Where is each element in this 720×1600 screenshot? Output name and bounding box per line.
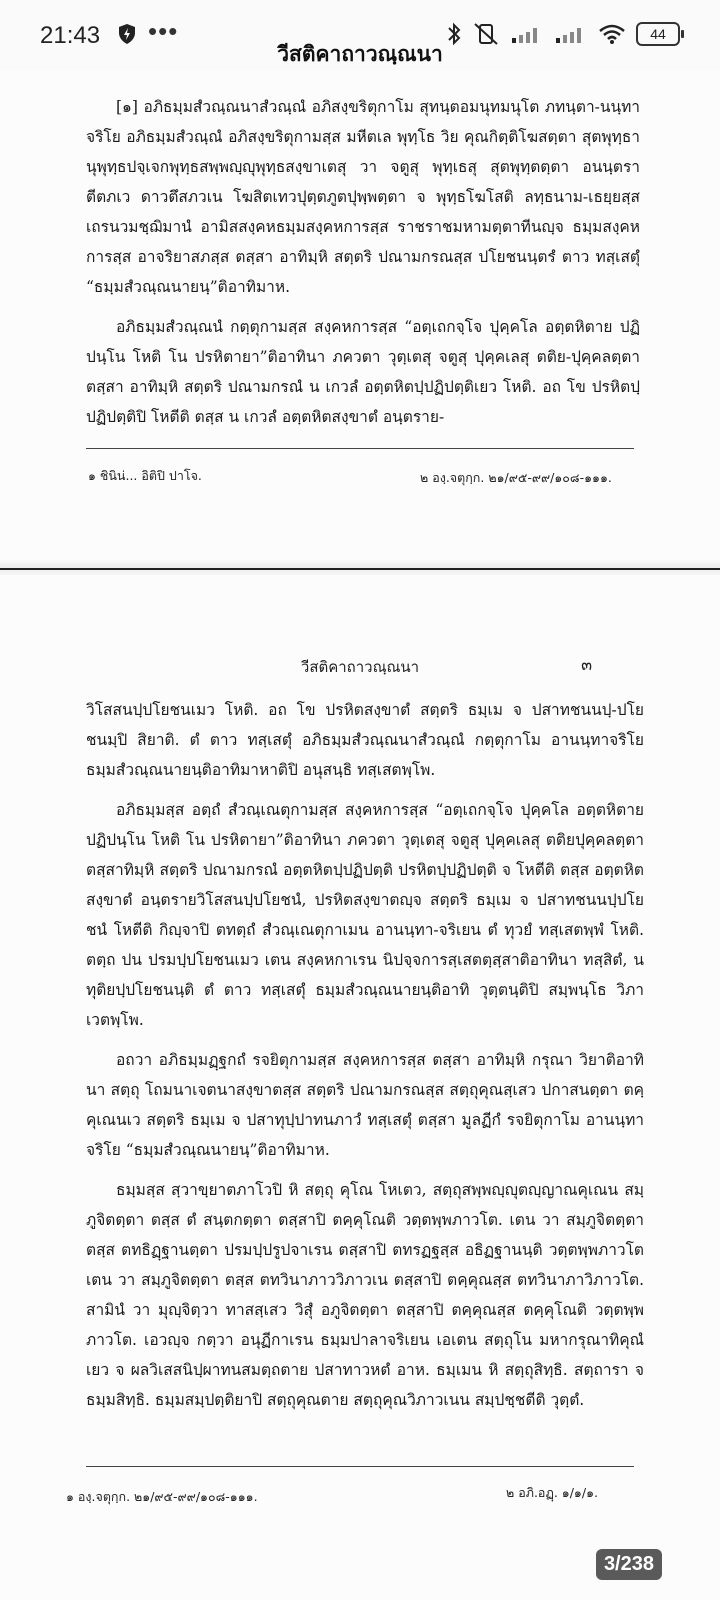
paragraph: อภิธมฺมสฺส อตฺถํ สํวณฺเณตุกามสฺส สงฺคหการสฺส “อตฺเถกจฺโจ ปุคฺคโล อตฺตหิตาย ปฏิปนฺโน โหติ โน ปรหิตายา”ติอาทินา ภควตา วุตฺเตสุ จตูสุ ปุคฺคเลสุ ตติยปุคฺคลตฺตา ตสฺสาทิมฺหิ สตฺตริ ปณามกรณํ อตฺตหิตปฺปฏิปตฺติ ปรหิตปฺปฏิปตฺติ จ โหตีติ ตสฺส อตฺตหิตสงฺขาตํ อนฺตรายวิโสสนปฺปโยชนํ, ปรหิตสงฺขาตญฺจ สตฺตริ ธมฺเม จ ปสาทชนนปฺปโยชนํ โหตีติ กิญฺจาปิ ตทตฺถํ สํวณฺเณตุกาเมน อานนฺทา-จริเยน ตํ ทุวยํ ทสฺเสตพฺพํ โหติ. ตตฺถ ปน ปรมปฺปโยชนเมว เตน สงฺคหกาเรน นิปจฺจการสฺเสตตฺสฺสาติอาทินา ทสฺสิตํ, น ทุติยปฺปโยชนนฺติ ตํ ตาว ทสฺเสตุํ ธมฺมสํวณฺณนายนฺติอาทิ วุตฺตนฺติปิ สมฺพนฺโธ วิภาเวตพฺโพ. [86, 801, 644, 1029]
paragraph: [๑] อภิธมฺมสํวณฺณนาสํวณฺณํ อภิสงฺขริตุกาโม สุทนฺตอมนุทมนุโต ภทนฺตา-นนฺทาจริโย อภิธมฺมสํวณฺณํ อภิสงฺขริตุกามสฺส มหีตเล พุทฺโธ วิย คุณกิตฺติโฆสตฺตา สุตพุทฺธานุพุทฺธปจฺเจกพุทฺธสพฺพญฺญุพุทฺธสงฺขาเตสุ วา จตูสุ พุทฺเธสุ สุตพุทฺตตฺตา อนนฺตราตีตภเว ดาวตึสภวเน โฆสิตเทวปุตฺตภูตปุพฺพตฺตา จ พุทฺธโฆโสติ ลทฺธนาม-เธยฺยสฺส เถรนวมชฺฌิมานํ อามิสสงฺคหธมฺมสงฺคหการสฺส ราชราชมหามตฺตาทีนญฺจ ธมฺมสงฺคหการสฺส อาจริยาสภสฺส ตสฺสา อาทิมฺหิ สตฺตริ ปณามกรณสฺส ปโยชนนฺตรํ ตาว ทสฺเสตุํ “ธมฺมสํวณฺณนายนฺ”ติอาทิมาห. [86, 98, 640, 296]
document-page-2 [0, 575, 720, 1600]
battery-indicator: 44 [636, 22, 680, 46]
more-dots-icon: ••• [148, 16, 179, 46]
footnote-right: ๒ องฺ.จตุกฺก. ๒๑/๙๕-๙๙/๑๐๘-๑๑๑. [420, 470, 612, 485]
footnote-left: ๑ องฺ.จตุกฺก. ๒๑/๙๕-๙๙/๑๐๘-๑๑๑. [66, 1489, 258, 1504]
footnote-right: ๒ อภิ.อฏฺ. ๑/๑/๑. [506, 1485, 598, 1500]
page-edge-line [0, 568, 720, 570]
page-number: ๓ [581, 655, 592, 674]
page2-header: วีสติคาถาวณฺณนา [300, 658, 420, 676]
page-counter-badge: 3/238 [596, 1549, 662, 1580]
page1-body [86, 92, 640, 432]
paragraph: อภิธมฺมสํวณฺณนํ กตฺตุกามสฺส สงฺคหการสฺส “อตฺเถกจฺโจ ปุคฺคโล อตฺตหิตาย ปฏิปนฺโน โหติ โน ปรหิตายา”ติอาทินา ภควตา วุตฺเตสุ จตูสุ ปุคฺคเลสุ ตติย-ปุคฺคลตฺตา ตสฺสา อาทิมฺหิ สตฺตริ ปณามกรณํ น เกวลํ อตฺตหิตปฺปฏิปตฺติเยว โหติ. อถ โข ปรหิตปฺปฏิปตฺติปิ โหตีติ ตสฺส น เกวลํ อตฺตหิตสงฺขาตํ อนฺตราย- [86, 318, 640, 426]
footnote-divider [86, 1466, 634, 1467]
status-time: 21:43 [40, 22, 101, 49]
page2-body [86, 695, 644, 1415]
page1-header: วีสติคาถาวณฺณนา [277, 41, 443, 66]
paragraph: อถวา อภิธมฺมฏฺฐกถํ รจยิตุกามสฺส สงฺคหการสฺส ตสฺสา อาทิมฺหิ กรุณา วิยาติอาทินา สตฺถุ โถมนาเจตนาสงฺขาตสฺส สตฺตริ ปณามกรณสฺส สตฺถุคุณสฺเสว ปกาสนตฺตา ตคฺคุเณนเว สตฺตริ ธมฺเม จ ปสาทุปฺปาทนภาวํ ทสฺเสตุํ ตสฺสา มูลฏีกํ รจยิตุกาโม อานนฺทาจริโย “ธมฺมสํวณฺณนายนฺ”ติอาทิมาห. [86, 1051, 644, 1159]
footnote-divider [86, 448, 634, 449]
footnote-left: ๑ ชินิน่... อิติปิ ปาโจ. [88, 468, 202, 483]
document-page-1 [0, 70, 720, 570]
paragraph: วิโสสนปฺปโยชนเมว โหติ. อถ โข ปรหิตสงฺขาตํ สตฺตริ ธมฺเม จ ปสาทชนนปฺ-ปโยชนมฺปิ สิยาติ. ตํ ตาว ทสฺเสตุํ อภิธมฺมสํวณฺณนาสํวณฺณํ กตฺตุกาโม อานนฺทาจริโย ธมฺมสํวณฺณนายนฺติอาทิมาหาติปิ อนุสนฺธิ ทสฺเสตพฺโพ. [86, 701, 644, 779]
paragraph: ธมฺมสฺส สฺวาขฺยาตภาโวปิ หิ สตฺถุ คุโณ โหเตว, สตฺถุสพฺพญฺญุตญฺญาณคุเณน สมฺภูจิตตฺตา ตสฺส ตํ สนฺตกตฺตา ตสฺสาปิ ตคฺคุโณติ วตฺตพฺพภาวโต. เตน วา สมฺภูจิตตฺตา ตสฺส ตทธิฏฺฐานตฺตา ปรมปฺปรูปจาเรน ตสฺสาปิ ตทรฏฐสฺส อธิฏฐานนฺติ วตฺตพฺพภาวโต เตน วา สมฺภูจิตตฺตา ตสฺส ตทวินาภาววิภาวเน ตสฺสาปิ ตคฺคุณสฺส ตทวินาภาวิภาวโต. สามินํ วา มุญฺจิตฺวา ทาสสฺเสว วิสุํ อภูจิตตฺตา ตสฺสาปิ ตคฺคุณสฺส ตคฺคุโณติ วตฺตพฺพภาวโต. เอวญฺจ กตฺวา อนุฏีกาเรน ธมฺมปาลาจริเยน เอเตน สตฺถุโน มหากรุณาทิคุณํเยว จ ผลวิเสสนิปฺผาทนสมตฺถตาย ปสาทาวหตํ อาห. ธมฺเมน หิ สตฺถุสิทฺธิ. สตฺถารา จ ธมฺมสิทฺธิ. ธมฺมสมฺปตฺติยาปิ สตฺถุคุณตาย สตฺถุคุณวิภาวเนน สมฺปชฺชตีติ วุตฺตํ. [86, 1181, 645, 1409]
